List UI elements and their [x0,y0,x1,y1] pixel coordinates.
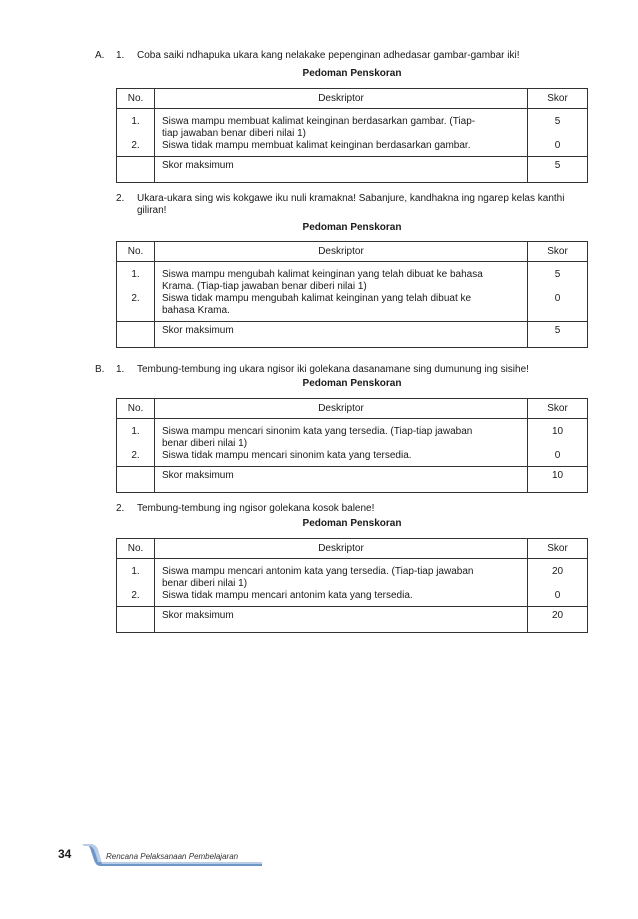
table-row [117,109,588,157]
descriptor-line: tiap jawaban benar diberi nilai 1) [162,128,306,139]
row-number: 1. [131,566,140,577]
page-number: 34 [58,847,72,861]
instruction-line: Tembung-tembung ing ngisor golekana kosok balene! [137,503,375,514]
descriptor-line: benar diberi nilai 1) [162,438,248,449]
instruction-line: Coba saiki ndhapuka ukara kang nelakake pepenginan adhedasar gambar-gambar iki! [137,50,520,61]
row-number: 1. [131,269,140,280]
row-score: 0 [554,140,561,151]
row-score: 0 [554,450,561,461]
header-score: Skor [528,89,588,109]
item-number: 1. [116,50,125,61]
table-header-row [117,89,588,109]
descriptor-line: Siswa mampu mencari sinonim kata yang tersedia. (Tiap-tiap jawaban [162,426,473,437]
descriptor-line: Siswa tidak mampu mencari antonim kata yang tersedia. [162,590,413,601]
row-descriptors [155,559,528,607]
row-number: 2. [131,293,140,304]
row-number: 1. [131,116,140,127]
max-score-value: 20 [528,607,588,633]
descriptor-line: Siswa mampu mengubah kalimat keinginan yang telah dibuat ke bahasa [162,269,483,280]
max-score-value: 10 [528,467,588,493]
rubric-table [116,398,588,493]
row-scores [528,262,588,322]
header-no: No. [117,399,155,419]
max-score-row [117,322,588,348]
row-scores [528,559,588,607]
header-no: No. [117,242,155,262]
row-score: 0 [554,293,561,304]
rubric-title: Pedoman Penskoran [302,222,402,233]
max-score-row [117,157,588,183]
table-row [117,559,588,607]
header-descriptor: Deskriptor [155,539,528,559]
descriptor-line: bahasa Krama. [162,305,230,316]
max-score-label: Skor maksimum [155,157,528,183]
item-instruction [137,364,589,376]
row-number: 2. [131,140,140,151]
rubric-title: Pedoman Penskoran [302,378,402,389]
descriptor-line: Krama. (Tiap-tiap jawaban benar diberi nilai 1) [162,281,367,292]
row-numbers [117,419,155,467]
row-number: 1. [131,426,140,437]
row-descriptors [155,262,528,322]
table-header-row [117,399,588,419]
rubric-table [116,241,588,348]
header-score: Skor [528,242,588,262]
max-score-value: 5 [528,157,588,183]
instruction-line: Tembung-tembung ing ukara ngisor iki golekana dasanamane sing dumunung ing sisihe! [137,364,529,375]
row-numbers [117,262,155,322]
header-descriptor: Deskriptor [155,399,528,419]
row-number: 2. [131,590,140,601]
descriptor-line: Siswa tidak mampu membuat kalimat keinginan berdasarkan gambar. [162,140,471,151]
section-letter: B. [95,364,105,375]
row-score: 5 [554,269,561,280]
header-score: Skor [528,399,588,419]
descriptor-line: Siswa mampu mencari antonim kata yang tersedia. (Tiap-tiap jawaban [162,566,474,577]
row-number: 2. [131,450,140,461]
max-score-label: Skor maksimum [155,607,528,633]
max-score-row [117,607,588,633]
rubric-title: Pedoman Penskoran [302,518,402,529]
item-instruction [137,50,589,62]
descriptor-line: benar diberi nilai 1) [162,578,248,589]
descriptor-line: Siswa tidak mampu mencari sinonim kata yang tersedia. [162,450,412,461]
row-score: 0 [554,590,561,601]
row-descriptors [155,419,528,467]
table-header-row [117,539,588,559]
row-numbers [117,559,155,607]
max-score-row [117,467,588,493]
item-number: 1. [116,364,125,375]
row-score: 10 [551,426,564,437]
row-scores [528,419,588,467]
footer-title: Rencana Pelaksanaan Pembelajaran [106,852,239,861]
header-no: No. [117,539,155,559]
rubric-table [116,88,588,183]
row-scores [528,109,588,157]
header-score: Skor [528,539,588,559]
header-descriptor: Deskriptor [155,242,528,262]
table-row [117,419,588,467]
descriptor-line: Siswa tidak mampu mengubah kalimat keinginan yang telah dibuat ke [162,293,472,304]
max-score-value: 5 [528,322,588,348]
rubric-table [116,538,588,633]
table-row [117,262,588,322]
item-number: 2. [116,193,125,204]
header-no: No. [117,89,155,109]
row-score: 20 [551,566,564,577]
row-descriptors [155,109,528,157]
instruction-line: Ukara-ukara sing wis kokgawe iku nuli kramakna! Sabanjure, kandhakna ing ngarep kelas kanthi [137,193,565,204]
section-letter: A. [95,50,105,61]
instruction-line: giliran! [137,205,167,216]
item-instruction [137,193,589,217]
item-number: 2. [116,503,125,514]
rubric-title: Pedoman Penskoran [302,68,402,79]
max-score-label: Skor maksimum [155,322,528,348]
table-header-row [117,242,588,262]
page-footer [0,842,638,868]
item-instruction [137,503,589,515]
row-numbers [117,109,155,157]
row-score: 5 [554,116,561,127]
max-score-label: Skor maksimum [155,467,528,493]
descriptor-line: Siswa mampu membuat kalimat keinginan berdasarkan gambar. (Tiap- [162,116,476,127]
header-descriptor: Deskriptor [155,89,528,109]
